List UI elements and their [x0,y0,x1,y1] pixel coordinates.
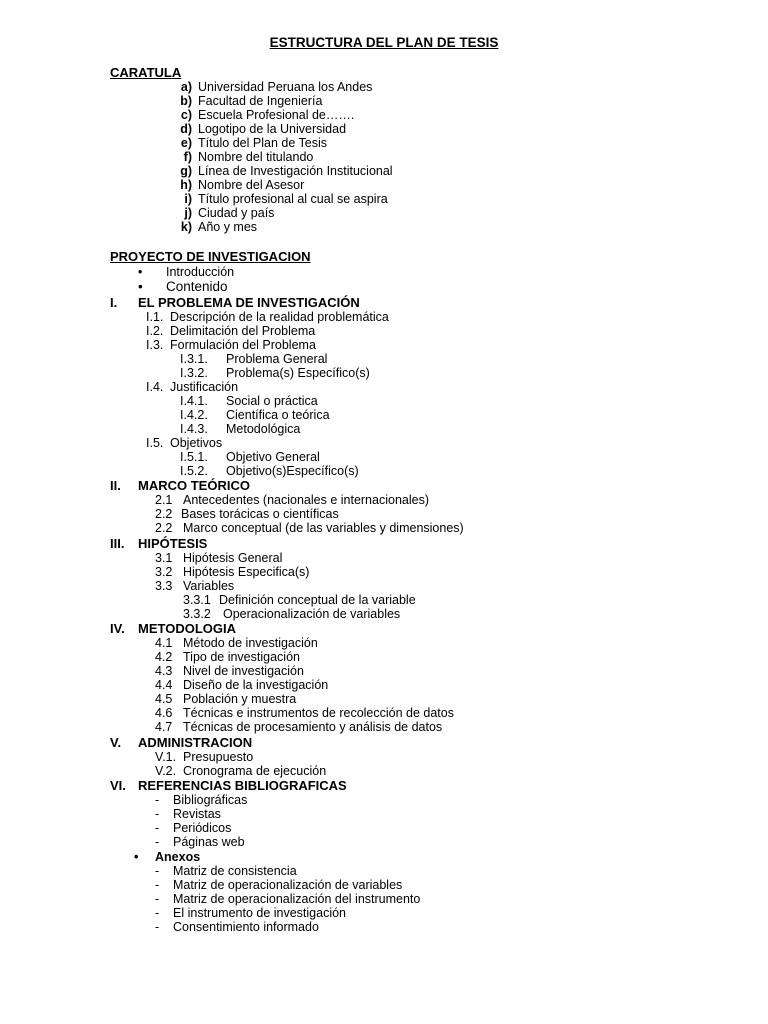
caratula-item: g) Línea de Investigación Institucional [180,164,393,178]
anexo-item: - El instrumento de investigación [155,906,347,920]
outline-item: 4.3 Nivel de investigación [155,664,304,678]
caratula-heading: CARATULA [110,65,182,80]
outline-item: 4.7 Técnicas de procesamiento y análisis de datos [155,720,443,734]
section-heading-2: II. MARCO TEÓRICO [110,478,250,493]
outline-item: V.1. Presupuesto [155,750,254,764]
outline-item: 4.1 Método de investigación [155,636,318,650]
outline-item: I.4.1. Social o práctica [180,394,318,408]
caratula-item: i) Título profesional al cual se aspira [184,192,388,206]
outline-item: I.2. Delimitación del Problema [146,324,316,338]
reference-item: - Bibliográficas [155,793,248,807]
section-heading-3: III. HIPÓTESIS [110,536,208,551]
caratula-item: c) Escuela Profesional de……. [180,108,355,122]
caratula-item: d) Logotipo de la Universidad [180,122,347,136]
outline-item: 3.3.2 Operacionalización de variables [183,607,401,621]
outline-item: 4.6 Técnicas e instrumentos de recolección de datos [155,706,454,720]
outline-item: I.1. Descripción de la realidad problemática [146,310,389,324]
outline-item: I.3.1. Problema General [180,352,328,366]
outline-item: I.3. Formulación del Problema [146,338,316,352]
reference-item: - Páginas web [155,835,245,849]
outline-item: 2.1 Antecedentes (nacionales e internacionales) [155,493,429,507]
outline-item: 3.3 Variables [155,579,235,593]
document-title: ESTRUCTURA DEL PLAN DE TESIS [269,35,499,50]
section-heading-4: IV. METODOLOGIA [110,621,236,636]
section-heading-5: V. ADMINISTRACION [110,735,253,750]
outline-item: I.5.2. Objetivo(s)Específico(s) [180,464,359,478]
outline-item: I.4.2. Científica o teórica [180,408,330,422]
caratula-item: f) Nombre del titulando [183,150,314,164]
outline-item: 4.4 Diseño de la investigación [155,678,329,692]
caratula-item: e) Título del Plan de Tesis [180,136,328,150]
outline-item: 2.2 Marco conceptual (de las variables y dimensiones) [155,521,464,535]
outline-item: 4.5 Población y muestra [155,692,297,706]
outline-item: I.5.1. Objetivo General [180,450,320,464]
anexo-item: - Matriz de operacionalización de variables [155,878,403,892]
proyecto-bullet: • Introducción [138,265,235,279]
anexo-item: - Matriz de consistencia [155,864,297,878]
bullet-icon: • [134,850,139,864]
outline-item: I.3.2. Problema(s) Específico(s) [180,366,370,380]
reference-item: - Periódicos [155,821,232,835]
outline-item: 3.1 Hipótesis General [155,551,283,565]
bullet-icon: • [138,279,143,294]
anexo-item: - Matriz de operacionalización del instrumento [155,892,421,906]
caratula-item: a) Universidad Peruana los Andes [180,80,373,94]
outline-item: 2.2 Bases torácicas o científicas [155,507,339,521]
anexo-item: - Consentimiento informado [155,920,319,934]
outline-item: 4.2 Tipo de investigación [155,650,300,664]
outline-item: I.4. Justificación [146,380,239,394]
outline-item: 3.2 Hipótesis Especifica(s) [155,565,310,579]
outline-item: V.2. Cronograma de ejecución [155,764,327,778]
anexos-heading: • Anexos [134,850,201,864]
bullet-icon: • [138,265,143,279]
section-heading-1: I. EL PROBLEMA DE INVESTIGACIÓN [110,295,360,310]
caratula-item: h) Nombre del Asesor [180,178,305,192]
caratula-item: k) Año y mes [180,220,258,234]
proyecto-heading: PROYECTO DE INVESTIGACION [110,249,311,264]
caratula-item: b) Facultad de Ingeniería [180,94,323,108]
proyecto-bullet: • Contenido [138,279,228,294]
outline-item: I.5. Objetivos [146,436,223,450]
caratula-item: j) Ciudad y país [184,206,275,220]
outline-item: I.4.3. Metodológica [180,422,301,436]
section-heading-6: VI. REFERENCIAS BIBLIOGRAFICAS [110,778,347,793]
reference-item: - Revistas [155,807,221,821]
outline-item: 3.3.1 Definición conceptual de la variable [183,593,416,607]
